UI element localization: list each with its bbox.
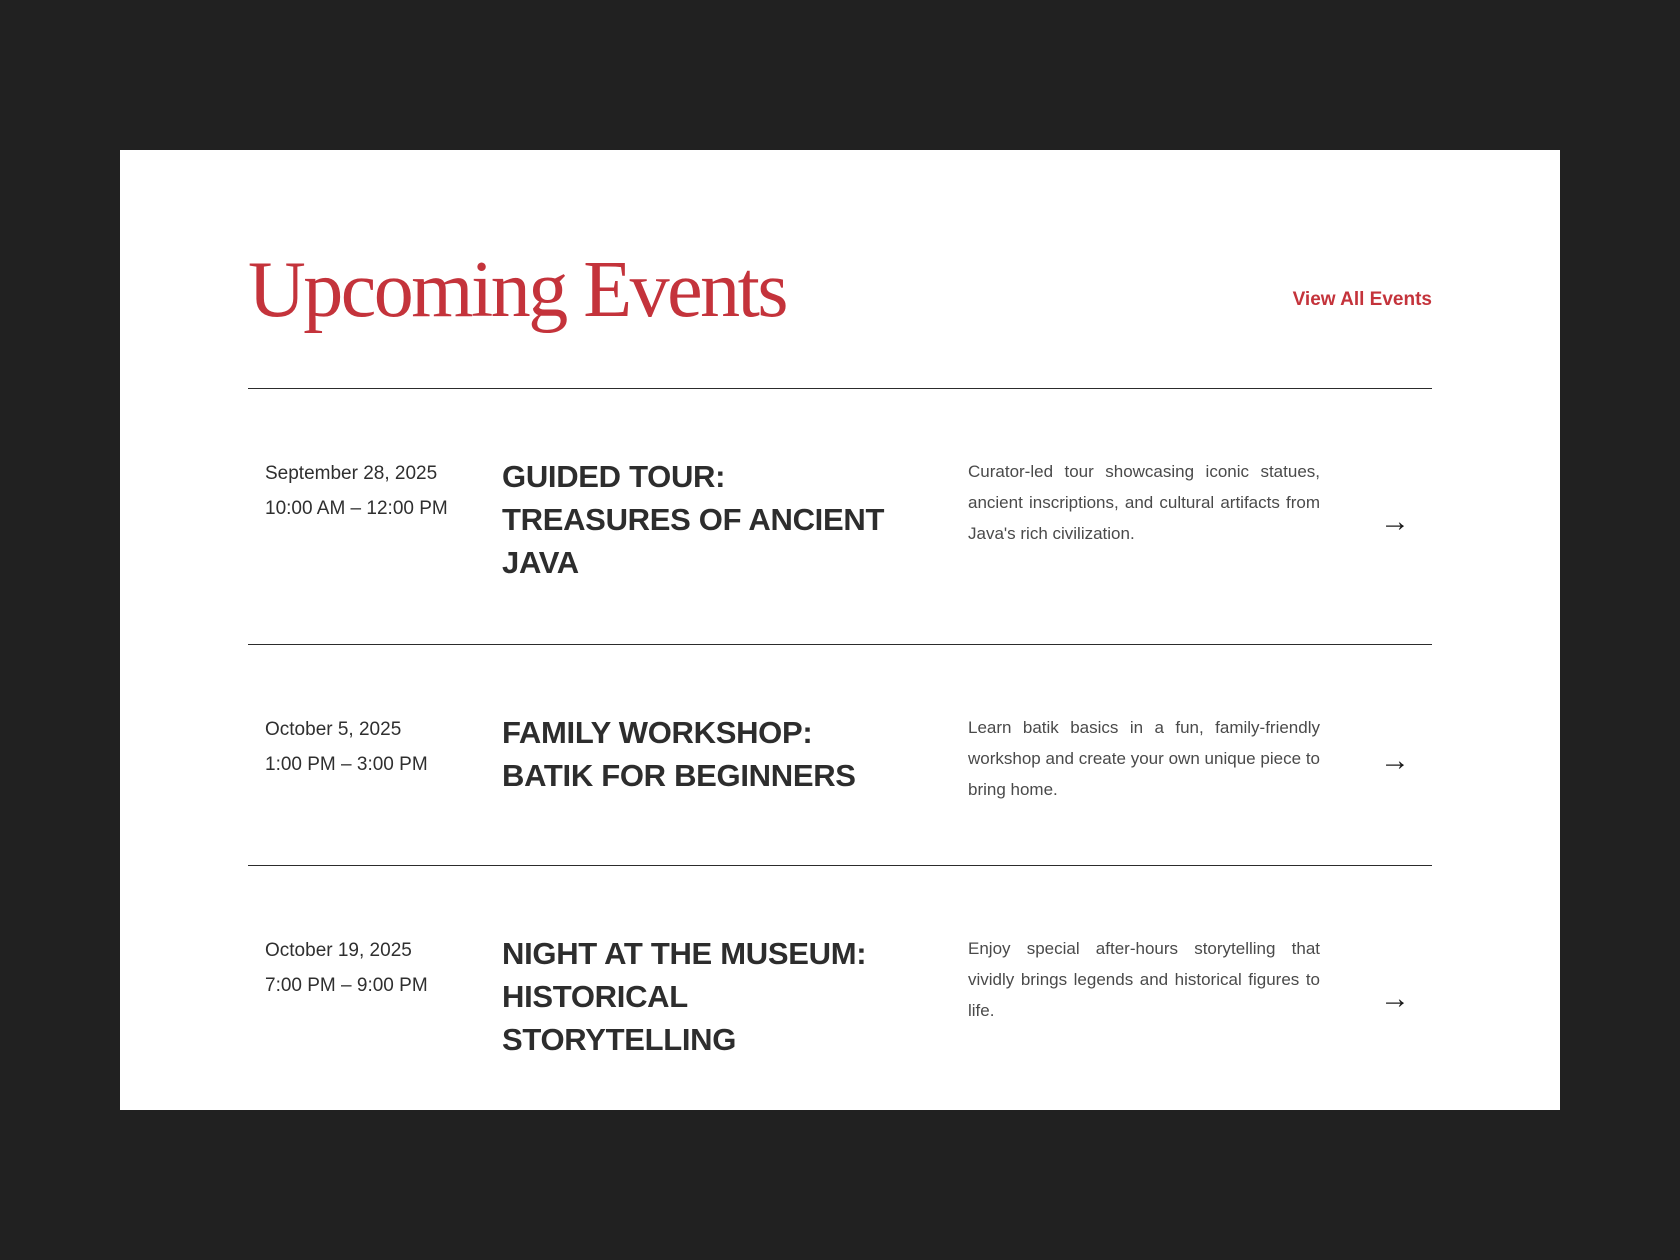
event-row[interactable] — [248, 388, 1432, 644]
event-title: FAMILY WORKSHOP: BATIK FOR BEGINNERS — [502, 714, 856, 793]
upcoming-events-card — [120, 150, 1560, 1110]
event-time: 1:00 PM – 3:00 PM — [265, 753, 428, 775]
event-title: NIGHT AT THE MUSEUM: HISTORICAL STORYTELLING — [502, 935, 867, 1057]
event-date: September 28, 2025 — [265, 462, 438, 484]
arrow-right-icon[interactable]: → — [1380, 743, 1410, 777]
event-time: 7:00 PM – 9:00 PM — [265, 974, 428, 996]
page-title: Upcoming Events — [248, 246, 786, 334]
event-when — [265, 461, 502, 584]
event-description: Learn batik basics in a fun, family-friendly workshop and create your own unique piece to bring home. — [968, 717, 1320, 799]
event-description: Curator-led tour showcasing iconic statues, ancient inscriptions, and cultural artifacts from Java's rich civilization. — [968, 461, 1320, 543]
event-description: Enjoy special after-hours storytelling that vividly brings legends and historical figures to life. — [968, 938, 1320, 1020]
event-row[interactable] — [248, 644, 1432, 865]
event-row[interactable] — [248, 865, 1432, 1110]
event-date: October 19, 2025 — [265, 939, 412, 961]
event-when — [265, 938, 502, 1061]
event-when — [265, 717, 502, 805]
view-all-events-link[interactable]: View All Events — [1292, 288, 1432, 310]
arrow-right-icon[interactable]: → — [1380, 505, 1410, 539]
arrow-right-icon[interactable]: → — [1380, 982, 1410, 1016]
card-content — [120, 150, 1560, 1110]
event-title: GUIDED TOUR: TREASURES OF ANCIENT JAVA — [502, 458, 885, 580]
event-time: 10:00 AM – 12:00 PM — [265, 497, 448, 519]
section-header — [248, 150, 1432, 388]
event-date: October 5, 2025 — [265, 718, 402, 740]
